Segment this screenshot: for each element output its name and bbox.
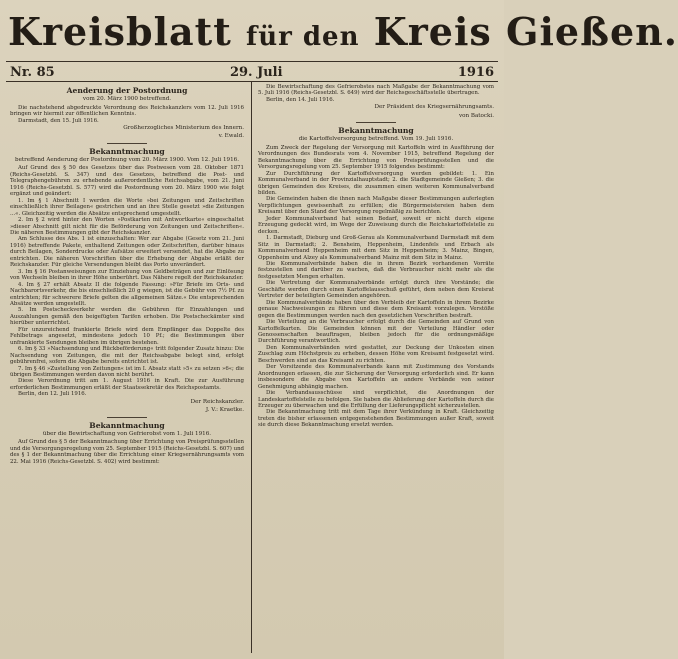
signature: Großherzogliches Ministerium des Innern. [123, 124, 244, 131]
paragraph: Die Bewirtschaftung des Gefrierobstes nach Maßgabe der Bekanntmachung vom 5. Juli 1916 (Reichs-Gesetzbl. S. 649) wird der Reichsgeschäftsstelle übertragen. [258, 84, 494, 97]
paragraph: Den Kommunalverbänden wird gestattet, zur Deckung der Unkosten einen Zuschlag zum Höchstpreis zu erheben, dessen Höhe vom Kreisamt festgesetzt wird. Beschwerden sind an das Kreisamt zu richten. [258, 344, 494, 364]
issue-date: 29. Juli [229, 64, 283, 80]
paragraph: 3. Im § 16 Postanweisungen zur Einziehung von Geldbeträgen und zur Einlösung von Wechseln bleiben in ihrer Höhe unberührt. Das Nähere regelt der Reichskanzler. [10, 268, 244, 282]
paragraph: Die nachstehend abgedruckte Verordnung des Reichskanzlers vom 12. Juli 1916 bringen wir hiermit zur öffentlichen Kenntnis. [10, 104, 244, 118]
article-subheading: die Kartoffelversorgung betreffend. Vom 19. Juli 1916. [298, 136, 454, 143]
paragraph: Für unzureichend frankierte Briefe wird dem Empfänger das Doppelte des Fehlbetrags angesetzt, mindestens jedoch 10 Pf.; die Bestimmungen über unfrankierte Sendungen bleiben im übrigen bestehen. [10, 326, 244, 346]
paragraph: 4. Im § 27 erhält Absatz II die folgende Fassung: »Für Briefe im Orts- und Nachbarortsverkehr, die bis einschließlich 20 g wiegen, ist die Gebühr von 7½ Pf. zu entrichten; für schwerere Briefe gelten die allgemeinen Sätze.« Die entsprechenden Absätze werden umgestellt. [10, 281, 244, 307]
signature: Der Reichskanzler. [190, 398, 244, 405]
paragraph: 2. Im § 2 wird hinter den Worten »Postkarten mit Antwortkarte« eingeschaltet »dieser Abschnitt gilt nicht für die Beförderung von Zeitungen und Zeitschriften«. Die näheren Bestimmungen gibt der Reichskanzler. [10, 217, 244, 236]
paragraph: Darmstadt, den 15. Juli 1916. [18, 117, 99, 124]
issue-bar [10, 64, 494, 80]
paragraph: Die Verbandsausschüsse sind verpflichtet, die Anordnungen der Landeskartoffelstelle zu befolgen. Sie haben die Ablieferung der Kartoffeln durch die Erzeuger zu überwachen und die Erfüllung der Lieferungspflicht sicherzustellen. [258, 390, 494, 409]
signature: J. V.: Kraetke. [205, 407, 244, 414]
paragraph: 1. Darmstadt, Dieburg und Groß-Gerau als Kommunalverband Darmstadt mit dem Sitz in Darmstadt; 2. Bensheim, Heppenheim, Lindenfels und Erbach als Kommunalverband Heppenheim mit dem Sitz in Heppenheim; 3. Mainz, Bingen, Oppenheim und Alzey als Kommunalverband Mainz mit dem Sitz in Mainz. [258, 235, 494, 261]
left-column [10, 84, 244, 653]
paragraph: Jeder Kommunalverband hat seinen Bedarf, soweit er nicht durch eigene Erzeugung gedeckt wird, im Wege der Zuweisung durch die Reichskartoffelstelle zu decken. [258, 215, 494, 235]
signature: v. Ewald. [218, 133, 244, 140]
article-heading: Bekanntmachung [89, 420, 165, 430]
paragraph: Berlin, den 12. Juli 1916. [18, 391, 87, 398]
paragraph: Diese Verordnung tritt am 1. August 1916 in Kraft. Die zur Ausführung erforderlichen Bestimmungen erläßt der Staatssekretär des Reichspostamts. [10, 378, 244, 391]
paragraph: Die Kommunalverbände haben über den Verbleib der Kartoffeln in ihrem Bezirke genaue Nachweisungen zu führen und diese dem Kreisamt vorzulegen. Verstöße gegen die Bestimmungen werden nach den gesetzlichen Vorschriften bestraft. [258, 299, 494, 319]
masthead-title-fuer-den: für den [246, 22, 360, 52]
paragraph: Die Gemeinden haben die ihnen nach Maßgabe dieser Bestimmungen auferlegten Verpflichtungen gewissenhaft zu erfüllen; die Bürgermeistereien haben dem Kreisamt über den Stand der Versorgung regelmäßig zu berichten. [258, 196, 494, 216]
divider [107, 143, 147, 144]
paragraph: Auf Grund des § 50 des Gesetzes über das Postwesen vom 28. Oktober 1871 (Reichs-Gesetzbl. S. 347) und des Gesetzes, betreffend die Post- und Telegraphengebühren zu erhebende außerordentliche Reichsabgabe, vom 21. Juni 1916 (Reichs-Gesetzbl. S. 577) wird die Postordnung vom 20. März 1900 wie folgt ergänzt und geändert: [10, 165, 244, 198]
paragraph: Die Verteilung an die Verbraucher erfolgt durch die Gemeinden auf Grund von Kartoffelkarten. Die Gemeinden können mit der Verteilung Händler oder Genossenschaften beauftragen, bleiben jedoch für die ordnungsmäßige Durchführung verantwortlich. [258, 319, 494, 345]
masthead-title-kreisblatt: Kreisblatt [8, 9, 232, 54]
paragraph: 5. Im Postscheckverkehr werden die Gebühren für Einzahlungen und Auszahlungen gemäß den beigefügten Tarifen erhoben. Die Postscheckämter sind hierüber unterrichtet. [10, 307, 244, 327]
paragraph: Die Vertretung der Kommunalverbände erfolgt durch ihre Vorstände; die Geschäfte werden durch einen Kartoffelausschuß geführt, dem neben dem Kreisrat Vertreter der beteiligten Gemeinden angehören. [258, 280, 494, 300]
masthead-title-kreis: Kreis Gießen. [373, 9, 678, 54]
issue-year: 1916 [457, 64, 494, 80]
paragraph: Auf Grund des § 5 der Bekanntmachung über Errichtung von Preisprüfungsstellen und die Versorgungsregelung vom 25. September 1915 (Reichs-Gesetzbl. S. 607) und des § 1 der Bekanntmachung über die Errichtung einer Kriegsernährungsamts vom 22. Mai 1916 (Reichs-Gesetzbl. S. 402) wird bestimmt: [10, 439, 245, 465]
divider [356, 122, 396, 123]
article-heading: Aenderung der Postordnung [66, 86, 188, 95]
article-heading: Bekanntmachung [338, 126, 414, 136]
paragraph: Am Schlusse des Abs. 1 ist einzuschalten: Wer zur Abgabe (Gesetz vom 21. Juni 1916) betreffende Pakete, enthaltend Zeitungen oder Zeitschriften, darüber hinaus durch Beilagen, Sonderdrucke oder Aufsätze erweitert versendet, hat die Abgabe zu entrichten. Die näheren Vorschriften über die Erhebung der Abgabe erläßt der Reichskanzler. Für gleiche Versendungen bleibt das Porto unverändert. [10, 236, 244, 269]
column-divider [251, 82, 252, 653]
paragraph: Die Kommunalverbände haben die in ihrem Bezirk vorhandenen Vorräte festzustellen und darüber zu wachen, daß die Verbraucher nicht mehr als die festgesetzten Mengen erhalten. [258, 261, 494, 280]
paragraph: 1. Im § 1 Abschnitt I werden die Worte »bei Zeitungen und Zeitschriften einschließlich ihrer Beilagen« gestrichen und an ihre Stelle gesetzt »die Zeitungen ...«. Gleichzeitig werden die Absätze entsprechend umgestellt. [10, 197, 244, 217]
paragraph: Zum Zweck der Regelung der Versorgung mit Kartoffeln wird in Ausführung der Verordnungen des Bundesrats vom 4. November 1915, betreffend Regelung der Bekanntmachung über die Errichtung von Preisprüfungsstellen und die Versorgungsregelung vom 25. September 1915 folgendes bestimmt: [258, 144, 494, 171]
right-column [258, 84, 494, 653]
paragraph: Berlin, den 14. Juli 1916. [266, 96, 335, 103]
paragraph: Der Vorsitzende des Kommunalverbands kann mit Zustimmung des Vorstands Anordnungen erlassen, die zur Sicherung der Versorgung erforderlich sind. Er kann insbesondere die Abgabe von Kartoffeln an andere Verbände von seiner Genehmigung abhängig machen. [258, 364, 494, 390]
paragraph: Die Bekanntmachung tritt mit dem Tage ihrer Verkündung in Kraft. Gleichzeitig treten die bisher erlassenen entgegenstehenden Bestimmungen außer Kraft, soweit sie durch diese Bekanntmachung ersetzt werden. [258, 409, 494, 429]
article-heading: Bekanntmachung [89, 146, 165, 156]
masthead [8, 4, 678, 60]
paragraph: 7. Im § 46 »Zustellung von Zeitungen« ist im I. Absatz statt »5« zu setzen »6«; die übrigen Bestimmungen werden davon nicht berührt. [10, 365, 244, 378]
divider [107, 417, 147, 418]
signature: von Batocki. [458, 112, 494, 119]
paragraph: 6. Im § 33 »Nachsendung und Rückbeförderung« tritt folgender Zusatz hinzu: Die Nachsendung von Zeitungen, die mit der Reichsabgabe belegt sind, erfolgt gebührenfrei, sofern die Abgabe bereits entrichtet ist. [10, 346, 244, 366]
article-subheading: vom 20. März 1900 betreffend. [82, 96, 172, 102]
article-subheading: über die Bewirtschaftung von Gefrierobst vom 1. Juli 1916. [42, 430, 212, 437]
masthead-rule-top [6, 61, 498, 62]
issue-number: Nr. 85 [10, 64, 55, 80]
article-subheading: betreffend Aenderung der Postordnung vom 20. März 1900. Vom 12. Juli 1916. [14, 156, 239, 163]
signature: Der Präsident des Kriegsernährungsamts. [374, 104, 494, 111]
paragraph: Zur Durchführung der Kartoffelversorgung werden gebildet: 1. Ein Kommunalverband in der Provinzialhauptstadt; 2. die Stadtgemeinde Gießen; 3. die übrigen Gemeinden des Kreises, die zusammen einen weiteren Kommunalverband bilden. [258, 170, 494, 197]
masthead-rule-bottom [6, 81, 498, 82]
